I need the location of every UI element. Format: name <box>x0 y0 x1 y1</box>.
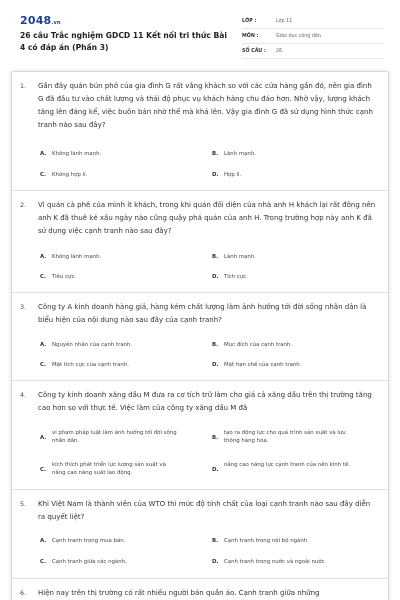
option-text: Tiêu cực. <box>52 274 77 280</box>
option-letter: B. <box>212 435 219 441</box>
document-title: 26 câu Trắc nghiệm GDCD 11 Kết nối tri thức Bài 4 có đáp án (Phần 3) <box>20 31 227 52</box>
option-letter: C. <box>40 362 47 368</box>
option-text: Cạnh tranh trong nội bộ ngành. <box>224 538 309 544</box>
option-letter: A. <box>40 538 47 544</box>
question-item <box>12 381 389 490</box>
question-list <box>11 71 389 600</box>
answer-option[interactable] <box>40 273 76 281</box>
answer-option[interactable] <box>212 150 256 158</box>
meta-label: MÔN : <box>242 33 259 39</box>
answer-option[interactable] <box>40 361 129 369</box>
option-letter: C. <box>40 172 47 178</box>
answer-option[interactable] <box>40 171 87 179</box>
option-letter: A. <box>40 254 47 260</box>
meta-value: 26 <box>276 48 283 54</box>
option-letter: C. <box>40 274 47 280</box>
option-letter: A. <box>40 435 47 441</box>
option-text: Cạnh tranh trong mua bán. <box>52 538 126 544</box>
option-text: Cạnh tranh trong nước và ngoài nước. <box>224 559 327 565</box>
site-logo[interactable] <box>20 14 61 27</box>
option-letter: C. <box>40 559 47 565</box>
question-number: 2. <box>20 201 27 209</box>
meta-value: Giáo dục công dân <box>276 33 321 39</box>
answer-option[interactable] <box>212 171 241 179</box>
option-text: Không hợp lí. <box>52 172 88 178</box>
option-letter: B. <box>212 254 219 260</box>
meta-value: Lớp 11 <box>276 18 293 24</box>
answer-option[interactable] <box>40 150 101 158</box>
answer-option[interactable] <box>40 341 132 349</box>
question-number: 5. <box>20 500 27 508</box>
answer-option[interactable] <box>212 341 292 349</box>
option-text: Không lành mạnh. <box>52 151 102 157</box>
option-letter: D. <box>212 274 219 280</box>
question-number: 6. <box>20 589 27 597</box>
option-letter: D. <box>212 362 219 368</box>
option-text: Mục đích của cạnh tranh. <box>224 342 293 348</box>
option-letter: B. <box>212 538 219 544</box>
answer-option[interactable] <box>40 253 101 261</box>
meta-row-subject <box>242 29 384 44</box>
answer-option[interactable] <box>212 361 301 369</box>
option-text: nâng cao năng lực cạnh tranh của nền kinh tế. <box>224 462 350 468</box>
option-letter: B. <box>212 342 219 348</box>
question-text: Khi Việt Nam là thành viên của WTO thì mức độ tính chất của loại cạnh tranh nào sau đây diễn ra quyết liệt? <box>38 500 371 521</box>
answer-option[interactable] <box>40 537 125 545</box>
answer-option[interactable] <box>212 558 326 566</box>
option-letter: A. <box>40 342 47 348</box>
option-letter: D. <box>212 559 219 565</box>
question-text: Vì quán cà phê của mình ít khách, trong khi quán đối diện của nhà anh H khách lại rất đông nên anh K đã thuê kẻ xấu ngày nào cũng quậy phá quán của anh H. Trong trường hợp này anh K đã sử dụng việc cạnh tranh nào sau đây? <box>38 201 376 235</box>
option-text: vi phạm pháp luật làm ảnh hưởng tới đời sống nhân dân. <box>52 430 177 444</box>
answer-option[interactable] <box>212 461 350 473</box>
question-item <box>12 293 389 381</box>
option-text: Cạnh tranh giữa các ngành. <box>52 559 127 565</box>
answer-option[interactable] <box>40 461 178 477</box>
question-number: 1. <box>20 82 27 90</box>
option-text: Nguyên nhân của cạnh tranh. <box>52 342 133 348</box>
meta-label: LỚP : <box>242 18 257 24</box>
option-text: Lành mạnh. <box>224 254 256 260</box>
option-letter: C. <box>40 467 47 473</box>
option-text: Tích cực. <box>224 274 248 280</box>
option-letter: B. <box>212 151 219 157</box>
option-text: Không lành mạnh. <box>52 254 102 260</box>
option-text: Mặt tích cực của cạnh tranh. <box>52 362 129 368</box>
logo-brand: 2048 <box>20 14 52 27</box>
meta-row-grade <box>242 14 384 29</box>
option-text: Mặt hạn chế của cạnh tranh. <box>224 362 302 368</box>
question-item <box>12 579 389 600</box>
option-text: kích thích phát triển lực lượng sản xuất và nâng cao năng suất lao động. <box>52 462 166 476</box>
option-text: Hợp lí. <box>224 172 242 178</box>
option-text: tạo ra động lực cho quá trình sản xuất và lưu thông hàng hóa. <box>224 430 346 444</box>
answer-option[interactable] <box>40 558 127 566</box>
document-meta <box>242 14 384 59</box>
answer-option[interactable] <box>212 429 350 445</box>
option-letter: D. <box>212 172 219 178</box>
meta-row-question-count <box>242 44 384 59</box>
logo-domain: .vn <box>51 20 61 26</box>
question-item <box>12 72 389 191</box>
question-text: Công ty A kinh doanh hàng giả, hàng kém chất lượng làm ảnh hưởng tới đời sống nhân dân là biểu hiện của nội dung nào sau đây của cạnh tranh? <box>38 303 367 324</box>
answer-option[interactable] <box>212 253 256 261</box>
meta-label: SỐ CÂU : <box>242 48 266 54</box>
document-header <box>16 12 384 68</box>
question-item <box>12 191 389 293</box>
question-text: Hiện nay trên thị trường có rất nhiều người bán quần áo. Cạnh tranh giữa những <box>38 589 320 597</box>
question-text: Gần đây quán bún phở của gia đình G rất vắng khách so với các cửa hàng gần đó, nên gia đình G đã đầu tư vào chất lượng và thái độ phục vụ khách hàng chu đáo hơn. Nhờ vậy, lượng khách tăng lên đáng kể, việc buôn bán nhờ thế mà khá lên. Vậy gia đình G đã sử dụng hình thức cạnh tranh nào sau đây? <box>38 82 373 129</box>
answer-option[interactable] <box>40 429 178 445</box>
answer-option[interactable] <box>212 537 309 545</box>
question-text: Công ty kinh doanh xăng dầu M đưa ra cơ tích trữ làm cho giá cả xăng dầu trên thị trường tăng cao hơn so với thực tế. Việc làm của công ty xăng dầu M đã <box>38 391 372 412</box>
answer-option[interactable] <box>212 273 248 281</box>
question-number: 3. <box>20 303 27 311</box>
option-text: Lành mạnh. <box>224 151 256 157</box>
question-number: 4. <box>20 391 27 399</box>
option-letter: D. <box>212 467 219 473</box>
question-item <box>12 490 389 579</box>
option-letter: A. <box>40 151 47 157</box>
